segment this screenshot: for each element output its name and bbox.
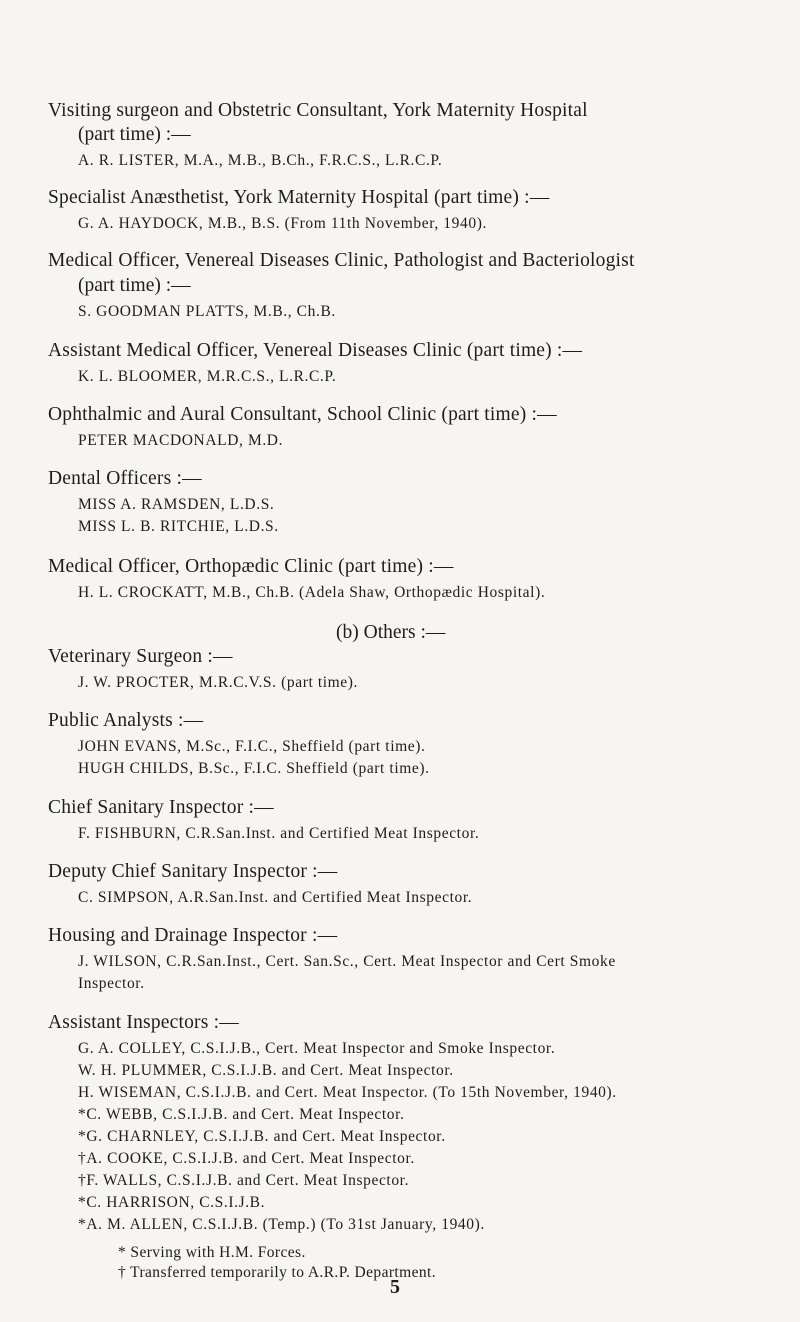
staff-entry: C. SIMPSON, A.R.San.Inst. and Certified Meat Inspector. — [78, 889, 473, 906]
staff-entry: PETER MACDONALD, M.D. — [78, 432, 284, 449]
staff-entry: †F. WALLS, C.S.I.J.B. and Cert. Meat Inspector. — [78, 1172, 410, 1189]
section-heading-cont: (part time) :— — [78, 275, 191, 296]
staff-entry: †A. COOKE, C.S.I.J.B. and Cert. Meat Inspector. — [78, 1150, 415, 1167]
section-heading-veterinary: Veterinary Surgeon :— — [48, 646, 233, 667]
staff-entry: *C. WEBB, C.S.I.J.B. and Cert. Meat Inspector. — [78, 1106, 405, 1123]
section-heading-orthopaedic: Medical Officer, Orthopædic Clinic (part time) :— — [48, 556, 454, 577]
section-heading-anaesthetist: Specialist Anæsthetist, York Maternity Hospital (part time) :— — [48, 187, 550, 208]
staff-entry: HUGH CHILDS, B.Sc., F.I.C. Sheffield (part time). — [78, 760, 430, 777]
staff-entry: S. GOODMAN PLATTS, M.B., Ch.B. — [78, 303, 336, 320]
staff-entry: W. H. PLUMMER, C.S.I.J.B. and Cert. Meat Inspector. — [78, 1062, 454, 1079]
section-heading-public-analysts: Public Analysts :— — [48, 710, 204, 731]
staff-entry: *C. HARRISON, C.S.I.J.B. — [78, 1194, 266, 1211]
section-heading-venereal-medical-officer: Medical Officer, Venereal Diseases Clinic, Pathologist and Bacteriologist — [48, 250, 635, 271]
staff-entry: H. WISEMAN, C.S.I.J.B. and Cert. Meat Inspector. (To 15th November, 1940). — [78, 1084, 617, 1101]
staff-entry: K. L. BLOOMER, M.R.C.S., L.R.C.P. — [78, 368, 337, 385]
staff-entry: G. A. HAYDOCK, M.B., B.S. (From 11th November, 1940). — [78, 215, 487, 232]
section-heading-visiting-surgeon: Visiting surgeon and Obstetric Consultant, York Maternity Hospital — [48, 100, 588, 121]
staff-entry: F. FISHBURN, C.R.San.Inst. and Certified Meat Inspector. — [78, 825, 480, 842]
staff-entry: A. R. LISTER, M.A., M.B., B.Ch., F.R.C.S., L.R.C.P. — [78, 152, 443, 169]
staff-entry: H. L. CROCKATT, M.B., Ch.B. (Adela Shaw, Orthopædic Hospital). — [78, 584, 546, 601]
staff-entry: J. W. PROCTER, M.R.C.V.S. (part time). — [78, 674, 359, 691]
staff-entry: JOHN EVANS, M.Sc., F.I.C., Sheffield (part time). — [78, 738, 426, 755]
staff-entry: MISS A. RAMSDEN, L.D.S. — [78, 496, 275, 513]
footnote-transferred: † Transferred temporarily to A.R.P. Department. — [118, 1264, 436, 1281]
section-heading-assistant-inspectors: Assistant Inspectors :— — [48, 1012, 239, 1033]
subheading-others: (b) Others :— — [336, 622, 446, 643]
section-heading-ophthalmic: Ophthalmic and Aural Consultant, School Clinic (part time) :— — [48, 404, 557, 425]
staff-entry: J. WILSON, C.R.San.Inst., Cert. San.Sc., Cert. Meat Inspector and Cert Smoke — [78, 953, 616, 970]
section-heading-assistant-medical-officer: Assistant Medical Officer, Venereal Diseases Clinic (part time) :— — [48, 340, 583, 361]
staff-entry: MISS L. B. RITCHIE, L.D.S. — [78, 518, 279, 535]
page-number: 5 — [390, 1276, 400, 1298]
section-heading-dental: Dental Officers :— — [48, 468, 202, 489]
section-heading-deputy-chief-sanitary: Deputy Chief Sanitary Inspector :— — [48, 861, 338, 882]
section-heading-housing-drainage: Housing and Drainage Inspector :— — [48, 925, 338, 946]
footnote-serving: * Serving with H.M. Forces. — [118, 1244, 306, 1261]
section-heading-chief-sanitary: Chief Sanitary Inspector :— — [48, 797, 274, 818]
staff-entry: *A. M. ALLEN, C.S.I.J.B. (Temp.) (To 31st January, 1940). — [78, 1216, 485, 1233]
staff-entry-cont: Inspector. — [78, 975, 145, 992]
staff-entry: G. A. COLLEY, C.S.I.J.B., Cert. Meat Inspector and Smoke Inspector. — [78, 1040, 556, 1057]
staff-entry: *G. CHARNLEY, C.S.I.J.B. and Cert. Meat Inspector. — [78, 1128, 446, 1145]
section-heading-cont: (part time) :— — [78, 124, 191, 145]
